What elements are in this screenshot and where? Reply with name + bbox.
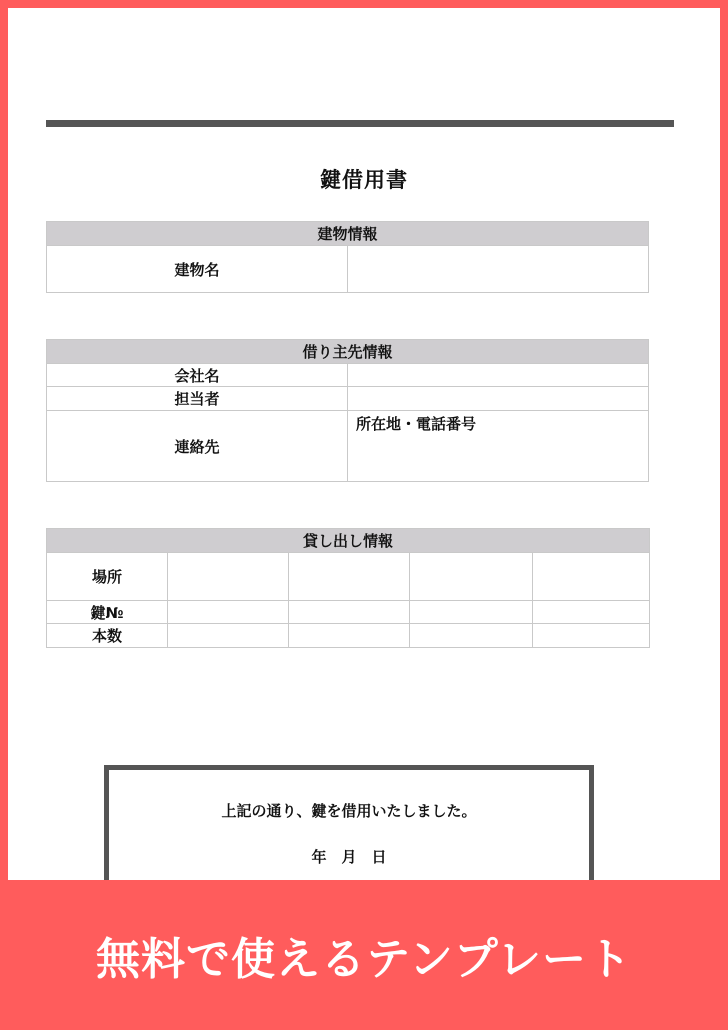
contact-person-label: 担当者 [47,387,348,411]
lending-info-header: 貸し出し情報 [47,529,650,553]
borrower-info-header: 借り主先情報 [47,340,649,364]
key-number-cell[interactable] [289,601,410,624]
confirmation-statement: 上記の通り、鍵を借用いたしました。 [221,802,477,820]
contact-person-field[interactable] [348,387,649,411]
location-label: 場所 [47,553,168,601]
promo-banner [0,880,728,1030]
confirmation-date: 年 月 日 [311,848,387,866]
contact-info-field[interactable] [348,411,649,482]
location-cell[interactable] [410,553,533,601]
building-info-table [46,221,649,293]
lending-info-table [46,528,650,648]
header-rule [16,120,674,127]
company-name-field[interactable] [348,364,649,387]
key-number-cell[interactable] [410,601,533,624]
borrower-info-table [46,339,649,482]
key-number-label: 鍵№ [47,601,168,624]
document-sheet [8,8,720,880]
location-cell[interactable] [168,553,289,601]
quantity-cell[interactable] [168,624,289,648]
building-info-header: 建物情報 [47,222,649,246]
quantity-cell[interactable] [410,624,533,648]
key-number-cell[interactable] [533,601,650,624]
quantity-cell[interactable] [533,624,650,648]
confirmation-box [104,765,594,880]
document-title: 鍵借用書 [320,168,408,192]
location-cell[interactable] [289,553,410,601]
quantity-cell[interactable] [289,624,410,648]
contact-info-label: 連絡先 [47,411,348,482]
promo-banner-text: 無料で使えるテンプレート [95,934,633,985]
building-name-field[interactable] [348,246,649,293]
building-name-label: 建物名 [47,246,348,293]
quantity-label: 本数 [47,624,168,648]
company-name-label: 会社名 [47,364,348,387]
contact-info-note: 所在地・電話番号 [356,415,477,433]
key-number-cell[interactable] [168,601,289,624]
location-cell[interactable] [533,553,650,601]
